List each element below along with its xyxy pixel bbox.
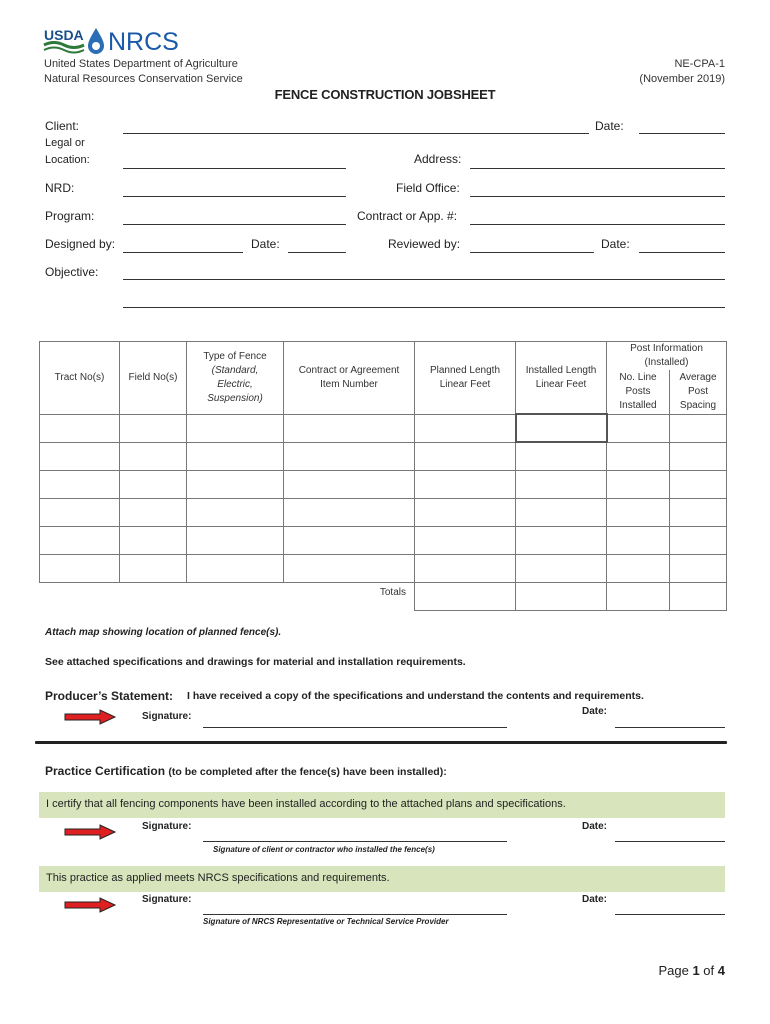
field-office-field[interactable] <box>470 196 725 197</box>
producer-signature-field[interactable] <box>203 727 507 728</box>
designed-by-field[interactable] <box>123 252 243 253</box>
contract-label: Contract or App. #: <box>357 209 458 223</box>
cell-posts[interactable] <box>607 526 670 554</box>
cell-tract[interactable] <box>40 526 120 554</box>
total-installed[interactable] <box>516 582 607 610</box>
date-label-1: Date: <box>582 821 608 832</box>
table-row <box>40 442 727 470</box>
cell-installed[interactable] <box>516 498 607 526</box>
client-label: Client: <box>45 119 80 133</box>
reviewed-by-field[interactable] <box>470 252 594 253</box>
header-field: Field No(s) <box>120 342 187 415</box>
signature-field-1[interactable] <box>203 841 507 842</box>
cell-field[interactable] <box>120 442 187 470</box>
date-field-1[interactable] <box>615 841 725 842</box>
certification-band-1: I certify that all fencing components have been installed according to the attached plans and specifications. <box>39 792 725 818</box>
cell-posts[interactable] <box>607 470 670 498</box>
producer-date-label: Date: <box>582 706 608 717</box>
cell-field[interactable] <box>120 526 187 554</box>
header-no-line-posts: No. Line Posts Installed <box>607 370 670 414</box>
page-title: FENCE CONSTRUCTION JOBSHEET <box>274 87 496 102</box>
signature-label-2: Signature: <box>142 894 192 905</box>
legal-or-label: Legal or <box>45 137 85 149</box>
cell-installed[interactable] <box>516 526 607 554</box>
cell-contract[interactable] <box>284 470 415 498</box>
cell-type[interactable] <box>187 442 284 470</box>
cell-type[interactable] <box>187 498 284 526</box>
program-label: Program: <box>45 209 95 223</box>
header-contract: Contract or Agreement Item Number <box>284 342 415 415</box>
cell-planned[interactable] <box>415 414 516 442</box>
cell-type[interactable] <box>187 414 284 442</box>
signature-field-2[interactable] <box>203 914 507 915</box>
cell-contract[interactable] <box>284 414 415 442</box>
cell-installed[interactable] <box>516 470 607 498</box>
cell-contract[interactable] <box>284 554 415 582</box>
cell-contract[interactable] <box>284 442 415 470</box>
total-spacing[interactable] <box>670 582 727 610</box>
program-field[interactable] <box>123 224 346 225</box>
address-field[interactable] <box>470 168 725 169</box>
producer-signature-label: Signature: <box>142 711 192 722</box>
section-divider <box>35 741 727 744</box>
header-planned: Planned Length Linear Feet <box>415 342 516 415</box>
address-label: Address: <box>414 152 462 166</box>
table-row <box>40 470 727 498</box>
producer-text: I have received a copy of the specifications and understand the contents and requirements. <box>187 690 644 702</box>
fence-table <box>39 341 727 611</box>
field-office-label: Field Office: <box>396 181 460 195</box>
cell-spacing[interactable] <box>670 498 727 526</box>
cell-spacing[interactable] <box>670 442 727 470</box>
table-row <box>40 526 727 554</box>
cell-type[interactable] <box>187 470 284 498</box>
cell-spacing[interactable] <box>670 470 727 498</box>
reviewed-by-label: Reviewed by: <box>388 237 461 251</box>
header-tract: Tract No(s) <box>40 342 120 415</box>
cell-type[interactable] <box>187 526 284 554</box>
header-avg-spacing: Average Post Spacing <box>670 370 727 414</box>
certification-band-2: This practice as applied meets NRCS specifications and requirements. <box>39 866 725 892</box>
cell-installed[interactable] <box>516 414 607 442</box>
signature-caption-2: Signature of NRCS Representative or Technical Service Provider <box>203 917 449 926</box>
cell-spacing[interactable] <box>670 554 727 582</box>
totals-label: Totals <box>379 586 406 598</box>
total-planned[interactable] <box>415 582 516 610</box>
header-type: Type of Fence (Standard, Electric, Suspension) <box>187 342 284 415</box>
see-attached-note: See attached specifications and drawings for material and installation requirements. <box>45 656 466 668</box>
totals-row <box>40 582 727 610</box>
designed-by-label: Designed by: <box>45 237 116 251</box>
client-field[interactable] <box>123 133 589 134</box>
attach-map-note: Attach map showing location of planned fence(s). <box>45 627 282 638</box>
date-field[interactable] <box>639 133 725 134</box>
agency-line-1: United States Department of Agriculture <box>44 58 238 70</box>
usda-nrcs-logo <box>44 24 179 56</box>
form-id: NE-CPA-1 <box>674 58 725 70</box>
designed-date-field[interactable] <box>288 252 346 253</box>
producer-heading: Producer’s Statement: <box>45 689 174 703</box>
cell-contract[interactable] <box>284 526 415 554</box>
cell-field[interactable] <box>120 498 187 526</box>
date-label: Date: <box>595 119 624 133</box>
reviewed-date-field[interactable] <box>639 252 725 253</box>
cell-planned[interactable] <box>415 442 516 470</box>
cell-tract[interactable] <box>40 414 120 442</box>
cell-posts[interactable] <box>607 554 670 582</box>
cell-posts[interactable] <box>607 442 670 470</box>
header-installed: Installed Length Linear Feet <box>516 342 607 415</box>
cell-type[interactable] <box>187 554 284 582</box>
cell-field[interactable] <box>120 554 187 582</box>
arrow-icon <box>64 897 116 913</box>
form-date: (November 2019) <box>639 73 725 85</box>
cell-tract[interactable] <box>40 470 120 498</box>
cell-field[interactable] <box>120 470 187 498</box>
certification-heading-row <box>45 764 447 778</box>
producer-date-field[interactable] <box>615 727 725 728</box>
nrd-label: NRD: <box>45 181 75 195</box>
cell-field[interactable] <box>120 414 187 442</box>
contract-field[interactable] <box>470 224 725 225</box>
cell-spacing[interactable] <box>670 414 727 442</box>
cell-tract[interactable] <box>40 554 120 582</box>
date-label-2: Date: <box>582 894 608 905</box>
cell-posts[interactable] <box>607 414 670 442</box>
cell-spacing[interactable] <box>670 526 727 554</box>
objective-label: Objective: <box>45 265 99 279</box>
cell-installed[interactable] <box>516 554 607 582</box>
table-row <box>40 498 727 526</box>
cell-installed[interactable] <box>516 442 607 470</box>
cell-tract[interactable] <box>40 442 120 470</box>
nrcs-logo-text: NRCS <box>108 28 179 56</box>
location-field[interactable] <box>123 168 346 169</box>
header-post-info: Post Information (Installed) <box>607 342 727 371</box>
reviewed-date-label: Date: <box>601 237 630 251</box>
date-field-2[interactable] <box>615 914 725 915</box>
cell-contract[interactable] <box>284 498 415 526</box>
cell-planned[interactable] <box>415 470 516 498</box>
agency-line-2: Natural Resources Conservation Service <box>44 73 243 85</box>
objective-field-line1[interactable] <box>123 279 725 280</box>
certification-heading-suffix: (to be completed after the fence(s) have been installed): <box>168 766 447 778</box>
usda-logo-text: USDA <box>44 27 84 43</box>
cell-posts[interactable] <box>607 498 670 526</box>
cell-tract[interactable] <box>40 498 120 526</box>
cell-planned[interactable] <box>415 554 516 582</box>
designed-date-label: Date: <box>251 237 280 251</box>
table-row <box>40 414 727 442</box>
signature-caption-1: Signature of client or contractor who installed the fence(s) <box>213 845 435 854</box>
arrow-icon <box>64 709 116 725</box>
cell-planned[interactable] <box>415 498 516 526</box>
arrow-icon <box>64 824 116 840</box>
certification-heading: Practice Certification <box>45 764 166 778</box>
cell-planned[interactable] <box>415 526 516 554</box>
signature-label-1: Signature: <box>142 821 192 832</box>
table-row <box>40 554 727 582</box>
location-label: Location: <box>45 154 90 166</box>
total-posts[interactable] <box>607 582 670 610</box>
nrd-field[interactable] <box>123 196 346 197</box>
page-number: Page 1 of 4 <box>658 963 725 978</box>
objective-field-line2[interactable] <box>123 307 725 308</box>
